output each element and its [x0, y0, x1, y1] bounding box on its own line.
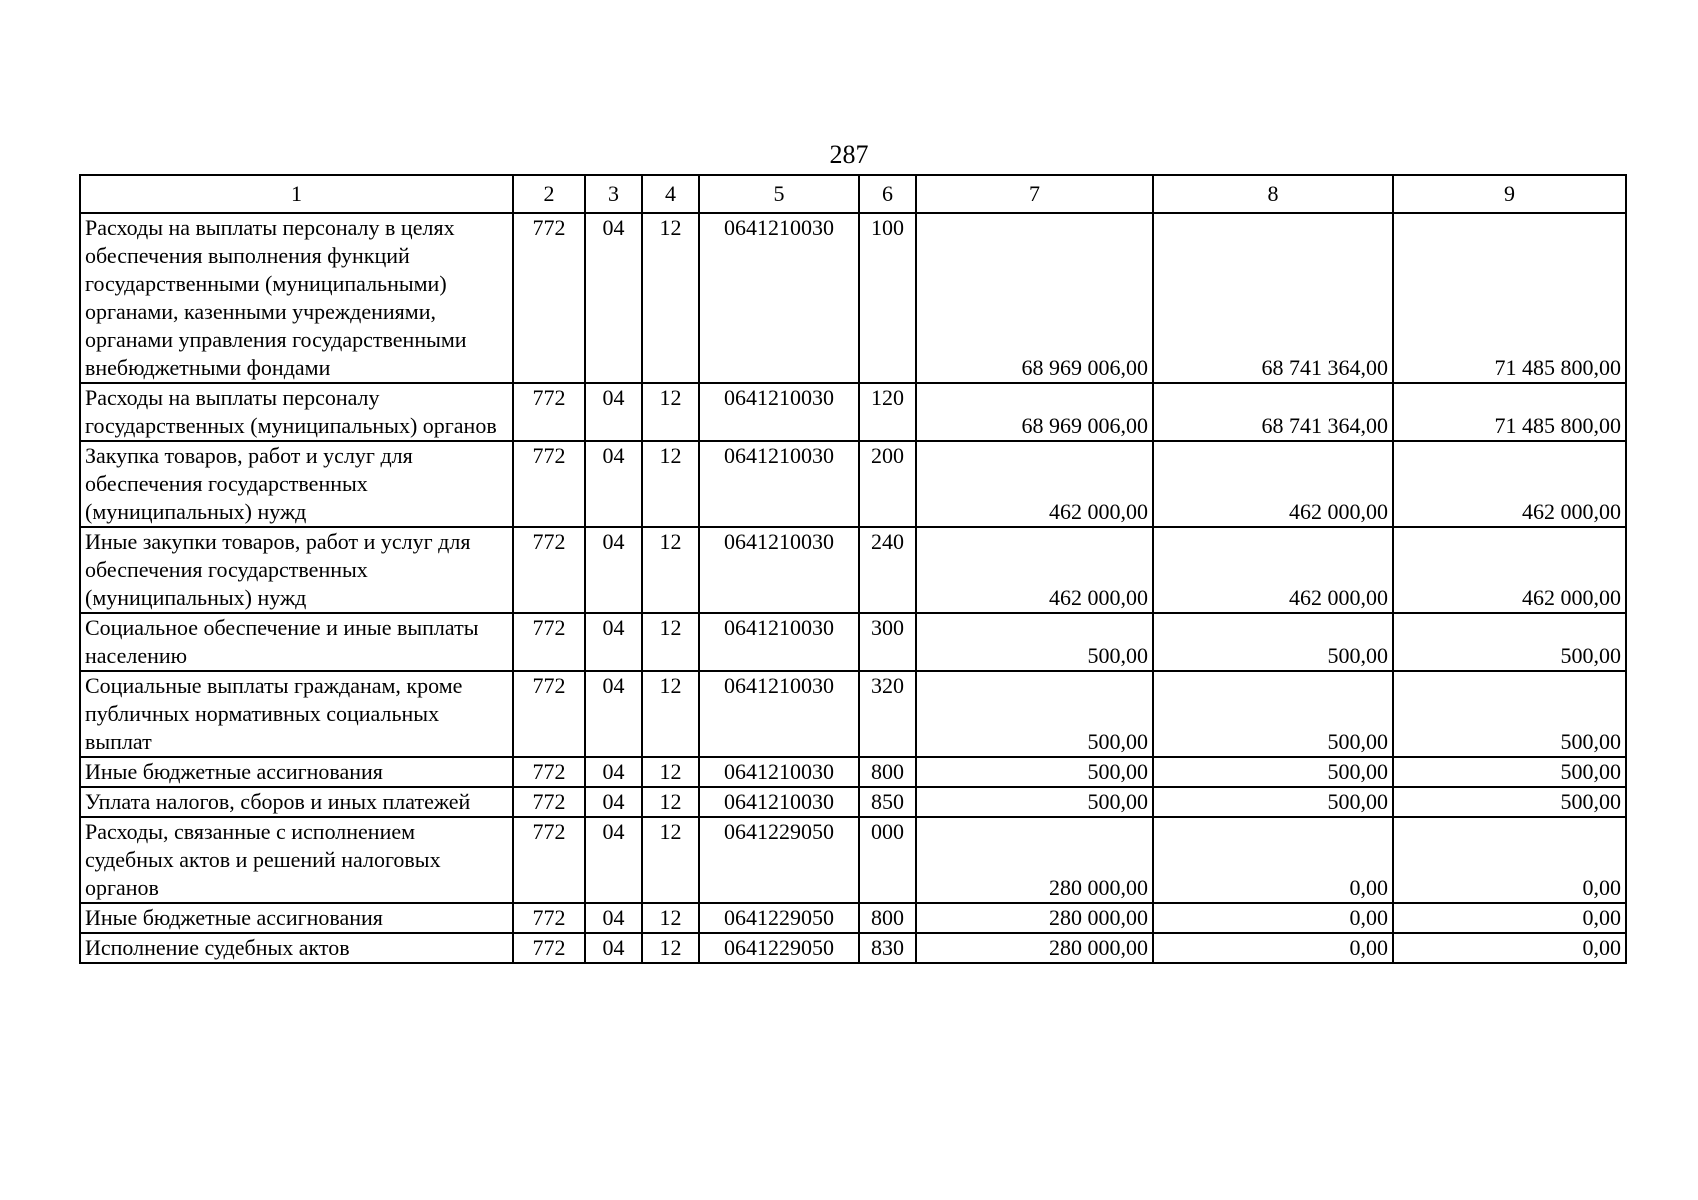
subsection-code: 12 — [642, 441, 699, 527]
ministry-code: 772 — [513, 527, 585, 613]
budget-table — [79, 174, 1627, 964]
expense-type-code: 240 — [859, 527, 916, 613]
amount-col-8: 500,00 — [1153, 671, 1393, 757]
subsection-code: 12 — [642, 933, 699, 963]
expense-type-code: 000 — [859, 817, 916, 903]
table-row — [80, 817, 1626, 903]
ministry-code: 772 — [513, 383, 585, 441]
amount-col-7: 68 969 006,00 — [916, 383, 1153, 441]
table-row — [80, 441, 1626, 527]
subsection-code: 12 — [642, 671, 699, 757]
amount-col-9: 500,00 — [1393, 787, 1626, 817]
amount-col-9: 500,00 — [1393, 613, 1626, 671]
amount-col-8: 0,00 — [1153, 903, 1393, 933]
table-row — [80, 383, 1626, 441]
amount-col-7: 500,00 — [916, 787, 1153, 817]
target-article-code: 0641210030 — [699, 671, 859, 757]
expense-type-code: 200 — [859, 441, 916, 527]
expense-name: Иные бюджетные ассигнования — [80, 757, 513, 787]
expense-type-code: 800 — [859, 903, 916, 933]
subsection-code: 12 — [642, 757, 699, 787]
amount-col-8: 500,00 — [1153, 613, 1393, 671]
target-article-code: 0641210030 — [699, 787, 859, 817]
ministry-code: 772 — [513, 441, 585, 527]
section-code: 04 — [585, 441, 642, 527]
expense-name: Расходы на выплаты персоналу государственных (муниципальных) органов — [80, 383, 513, 441]
amount-col-8: 0,00 — [1153, 933, 1393, 963]
target-article-code: 0641229050 — [699, 903, 859, 933]
expense-type-code: 800 — [859, 757, 916, 787]
amount-col-7: 280 000,00 — [916, 933, 1153, 963]
ministry-code: 772 — [513, 613, 585, 671]
amount-col-8: 0,00 — [1153, 817, 1393, 903]
expense-type-code: 300 — [859, 613, 916, 671]
section-code: 04 — [585, 671, 642, 757]
table-row — [80, 933, 1626, 963]
amount-col-8: 68 741 364,00 — [1153, 383, 1393, 441]
target-article-code: 0641210030 — [699, 757, 859, 787]
section-code: 04 — [585, 383, 642, 441]
amount-col-9: 462 000,00 — [1393, 527, 1626, 613]
subsection-code: 12 — [642, 817, 699, 903]
column-header: 5 — [699, 175, 859, 213]
section-code: 04 — [585, 213, 642, 383]
column-header: 1 — [80, 175, 513, 213]
column-header: 6 — [859, 175, 916, 213]
column-header: 9 — [1393, 175, 1626, 213]
amount-col-7: 500,00 — [916, 671, 1153, 757]
expense-type-code: 120 — [859, 383, 916, 441]
amount-col-7: 500,00 — [916, 613, 1153, 671]
amount-col-9: 0,00 — [1393, 817, 1626, 903]
ministry-code: 772 — [513, 903, 585, 933]
section-code: 04 — [585, 787, 642, 817]
amount-col-7: 280 000,00 — [916, 903, 1153, 933]
amount-col-8: 500,00 — [1153, 757, 1393, 787]
amount-col-8: 500,00 — [1153, 787, 1393, 817]
table-row — [80, 213, 1626, 383]
target-article-code: 0641210030 — [699, 383, 859, 441]
target-article-code: 0641210030 — [699, 213, 859, 383]
amount-col-8: 462 000,00 — [1153, 441, 1393, 527]
table-row — [80, 757, 1626, 787]
column-header: 8 — [1153, 175, 1393, 213]
subsection-code: 12 — [642, 527, 699, 613]
column-header: 3 — [585, 175, 642, 213]
ministry-code: 772 — [513, 933, 585, 963]
target-article-code: 0641210030 — [699, 613, 859, 671]
table-row — [80, 787, 1626, 817]
subsection-code: 12 — [642, 787, 699, 817]
section-code: 04 — [585, 757, 642, 787]
amount-col-9: 71 485 800,00 — [1393, 383, 1626, 441]
expense-name: Исполнение судебных актов — [80, 933, 513, 963]
column-header: 2 — [513, 175, 585, 213]
amount-col-7: 500,00 — [916, 757, 1153, 787]
ministry-code: 772 — [513, 213, 585, 383]
table-row — [80, 903, 1626, 933]
amount-col-9: 0,00 — [1393, 903, 1626, 933]
target-article-code: 0641210030 — [699, 441, 859, 527]
expense-name: Социальные выплаты гражданам, кроме публичных нормативных социальных выплат — [80, 671, 513, 757]
amount-col-7: 280 000,00 — [916, 817, 1153, 903]
expense-type-code: 830 — [859, 933, 916, 963]
column-header: 4 — [642, 175, 699, 213]
subsection-code: 12 — [642, 613, 699, 671]
expense-name: Закупка товаров, работ и услуг для обеспечения государственных (муниципальных) нужд — [80, 441, 513, 527]
amount-col-7: 462 000,00 — [916, 441, 1153, 527]
amount-col-9: 500,00 — [1393, 671, 1626, 757]
subsection-code: 12 — [642, 213, 699, 383]
expense-type-code: 100 — [859, 213, 916, 383]
amount-col-8: 462 000,00 — [1153, 527, 1393, 613]
subsection-code: 12 — [642, 383, 699, 441]
table-row — [80, 613, 1626, 671]
amount-col-9: 462 000,00 — [1393, 441, 1626, 527]
ministry-code: 772 — [513, 671, 585, 757]
expense-name: Социальное обеспечение и иные выплаты населению — [80, 613, 513, 671]
ministry-code: 772 — [513, 787, 585, 817]
amount-col-7: 68 969 006,00 — [916, 213, 1153, 383]
subsection-code: 12 — [642, 903, 699, 933]
target-article-code: 0641210030 — [699, 527, 859, 613]
ministry-code: 772 — [513, 817, 585, 903]
table-row — [80, 671, 1626, 757]
expense-type-code: 320 — [859, 671, 916, 757]
amount-col-7: 462 000,00 — [916, 527, 1153, 613]
section-code: 04 — [585, 613, 642, 671]
section-code: 04 — [585, 903, 642, 933]
column-header: 7 — [916, 175, 1153, 213]
amount-col-8: 68 741 364,00 — [1153, 213, 1393, 383]
ministry-code: 772 — [513, 757, 585, 787]
header-row — [80, 175, 1626, 213]
expense-name: Иные закупки товаров, работ и услуг для обеспечения государственных (муниципальных) нужд — [80, 527, 513, 613]
target-article-code: 0641229050 — [699, 817, 859, 903]
expense-name: Иные бюджетные ассигнования — [80, 903, 513, 933]
amount-col-9: 500,00 — [1393, 757, 1626, 787]
amount-col-9: 0,00 — [1393, 933, 1626, 963]
page-number: 287 — [829, 140, 869, 169]
section-code: 04 — [585, 817, 642, 903]
expense-name: Уплата налогов, сборов и иных платежей — [80, 787, 513, 817]
section-code: 04 — [585, 933, 642, 963]
target-article-code: 0641229050 — [699, 933, 859, 963]
table-row — [80, 527, 1626, 613]
expense-type-code: 850 — [859, 787, 916, 817]
expense-name: Расходы на выплаты персоналу в целях обеспечения выполнения функций государственными (муниципальными) органами, казенными учреждениями, органами управления государственными внебюджетными фондами — [80, 213, 513, 383]
amount-col-9: 71 485 800,00 — [1393, 213, 1626, 383]
section-code: 04 — [585, 527, 642, 613]
expense-name: Расходы, связанные с исполнением судебных актов и решений налоговых органов — [80, 817, 513, 903]
